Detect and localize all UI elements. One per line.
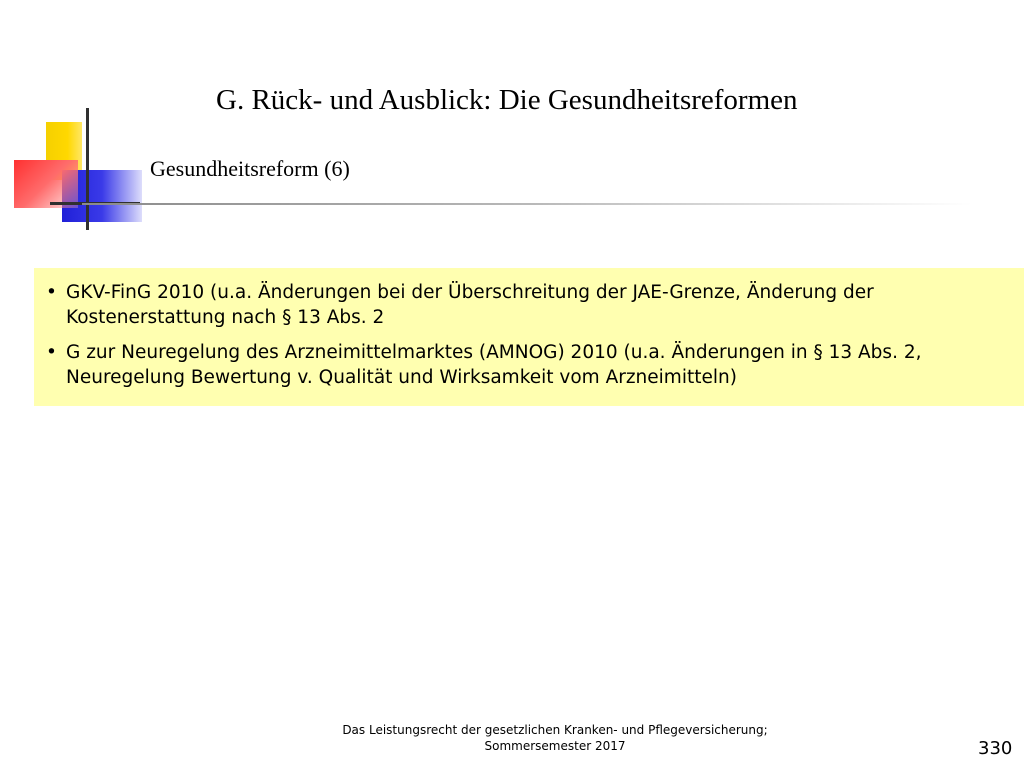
content-highlight-box [34,268,1024,406]
footer-line: Sommersemester 2017 [484,739,626,753]
vertical-line-shape [86,108,89,230]
bullet-item [46,340,1014,390]
bullet-icon: • [46,342,57,363]
bullet-icon: • [46,282,57,303]
bullet-text: G zur Neuregelung des Arzneimittelmarktes (AMNOG) 2010 (u.a. Änderungen in § 13 Abs. 2, Neuregelung Bewertung v. Qualität und Wirksamkeit vom Arzneimitteln) [66,342,922,388]
slide-subtitle: Gesundheitsreform (6) [150,156,350,181]
title-divider [82,203,972,205]
page-number: 330 [978,738,1013,759]
red-square-shape [14,160,78,208]
bullet-item [46,280,1014,330]
bullet-text: GKV-FinG 2010 (u.a. Änderungen bei der Überschreitung der JAE-Grenze, Änderung der Kostenerstattung nach § 13 Abs. 2 [66,282,874,328]
slide-title: G. Rück- und Ausblick: Die Gesundheitsreformen [216,84,798,116]
footer-line: Das Leistungsrecht der gesetzlichen Kranken- und Pflegeversicherung; [342,723,768,737]
slide-footer [280,722,830,754]
